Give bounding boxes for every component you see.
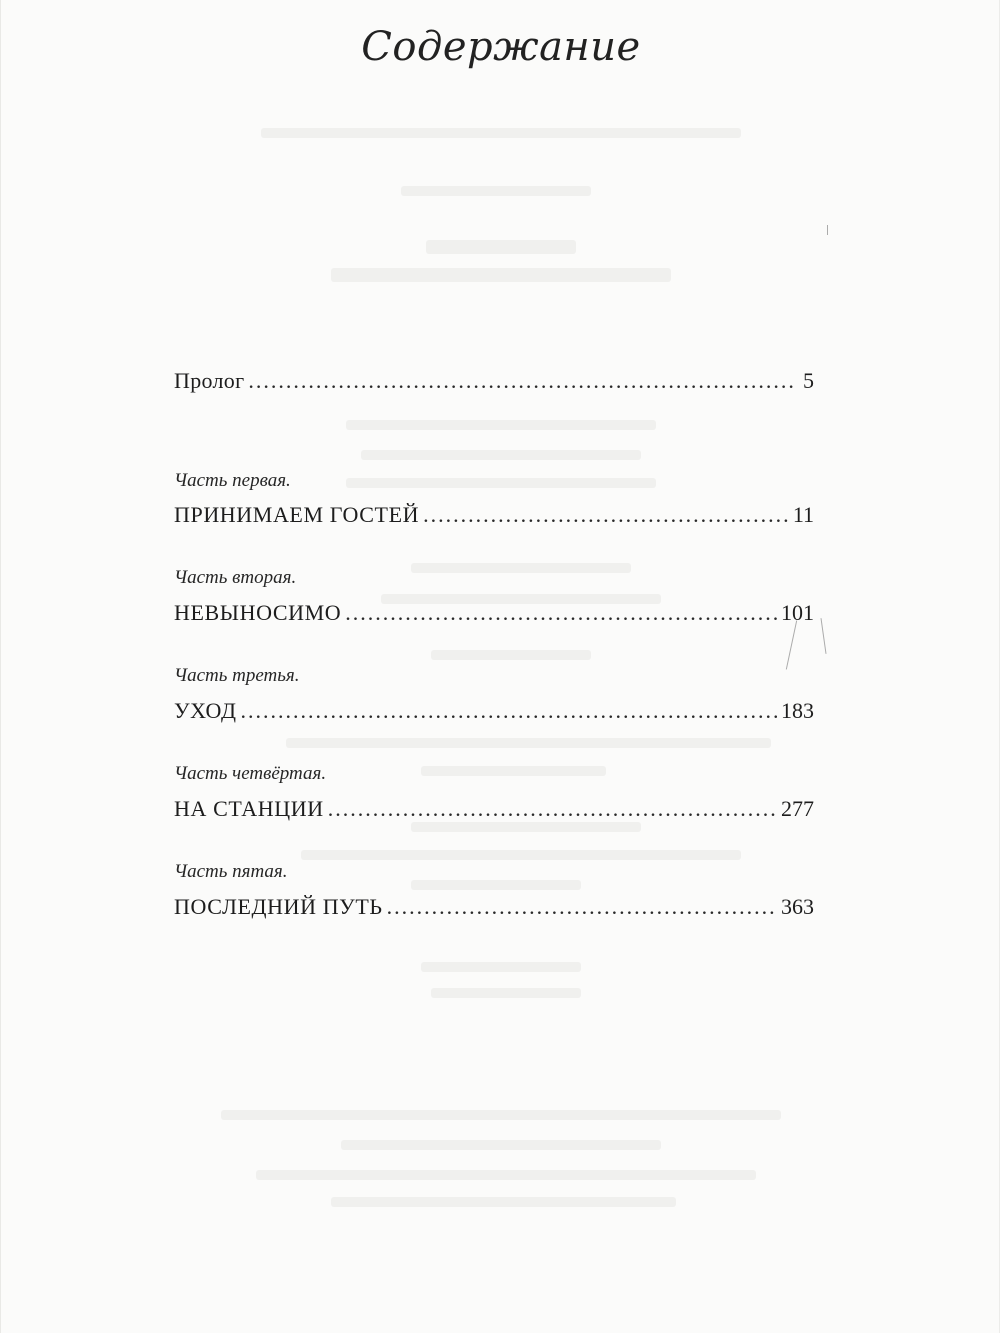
dot-leader xyxy=(328,796,777,822)
toc-entry-title: НЕВЫНОСИМО xyxy=(174,600,342,625)
toc-entry-part-2[interactable] xyxy=(174,600,814,630)
toc-entry-part-3[interactable] xyxy=(174,698,814,728)
part-heading: Часть вторая. xyxy=(174,567,297,588)
scan-artifact-line xyxy=(827,225,828,235)
toc-page-number: 101 xyxy=(781,600,814,625)
scan-artifact-line xyxy=(820,618,826,654)
part-heading: Часть пятая. xyxy=(174,861,288,882)
page-title: Содержание xyxy=(361,24,641,70)
toc-page-number: 11 xyxy=(792,502,814,527)
dot-leader xyxy=(345,600,777,626)
toc-page-number: 183 xyxy=(781,698,814,723)
reverse-page-bleed-through xyxy=(1,0,1000,1333)
dot-leader xyxy=(248,368,796,394)
toc-page-number: 277 xyxy=(781,796,814,821)
toc-page-number: 363 xyxy=(781,894,814,919)
toc-entry-part-5[interactable] xyxy=(174,894,814,924)
toc-entry-part-1[interactable] xyxy=(174,502,814,532)
dot-leader xyxy=(387,894,777,920)
part-heading: Часть четвёртая. xyxy=(174,763,327,784)
toc-entry-title: УХОД xyxy=(174,698,237,723)
toc-entry-title: Пролог xyxy=(174,368,245,393)
toc-page-number: 5 xyxy=(803,368,814,393)
toc-entry-title: НА СТАНЦИИ xyxy=(174,796,324,821)
toc-entry-part-4[interactable] xyxy=(174,796,814,826)
part-heading: Часть первая. xyxy=(174,470,291,491)
dot-leader xyxy=(241,698,777,724)
toc-entry-prologue[interactable] xyxy=(174,368,814,398)
part-heading: Часть третья. xyxy=(174,665,300,686)
dot-leader xyxy=(423,502,789,528)
toc-entry-title: ПРИНИМАЕМ ГОСТЕЙ xyxy=(174,502,420,527)
toc-entry-title: ПОСЛЕДНИЙ ПУТЬ xyxy=(174,894,383,919)
